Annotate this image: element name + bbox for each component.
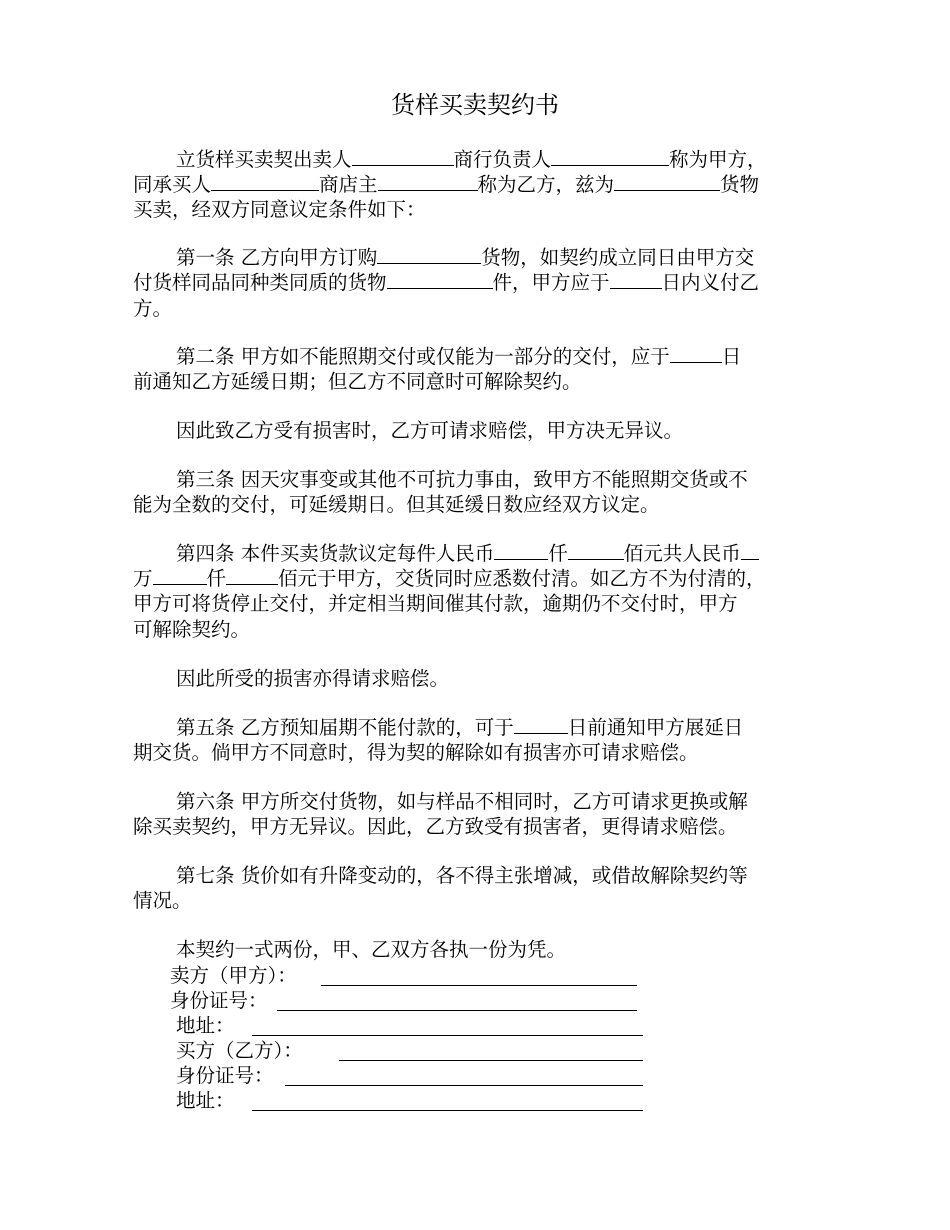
buyer-id-label: 身份证号： xyxy=(176,1064,274,1087)
total-thousand-blank[interactable] xyxy=(153,566,207,585)
seller-signature-field[interactable] xyxy=(321,985,637,986)
article-4-line-4: 可解除契约。 xyxy=(133,618,251,641)
seller-label: 卖方（甲方）： xyxy=(170,964,297,987)
seller-id-field[interactable] xyxy=(277,1010,637,1011)
damage-paragraph-1: 因此致乙方受有损害时，乙方可请求赔偿，甲方决无异议。 xyxy=(176,419,684,442)
buyer-address-label: 地址： xyxy=(176,1089,235,1112)
total-tenthousand-blank[interactable] xyxy=(741,541,759,560)
buyer-name-blank[interactable] xyxy=(211,172,319,191)
payment-notice-days-blank[interactable] xyxy=(514,715,568,734)
order-goods-blank[interactable] xyxy=(377,245,481,264)
article-4-line-1: 第四条 本件买卖货款议定每件人民币 仟 佰元共人民币 xyxy=(133,541,823,566)
closing-statement: 本契约一式两份，甲、乙双方各执一份为凭。 xyxy=(176,938,567,961)
article-5-line-2: 期交货。倘甲方不同意时，得为契的解除如有损害亦可请求赔偿。 xyxy=(133,741,699,764)
article-6-line-2: 除买卖契约，甲方无异议。因此，乙方致受有损害者，更得请求赔偿。 xyxy=(133,815,738,838)
article-1-line-3: 方。 xyxy=(133,297,173,320)
article-6-line-1: 第六条 甲方所交付货物，如与样品不相同时，乙方可请求更换或解 xyxy=(176,790,748,813)
article-2-line-2: 前通知乙方延缓日期；但乙方不同意时可解除契约。 xyxy=(133,370,582,393)
intro-line-1: 立货样买卖契出卖人 商行负责人 称为甲方， xyxy=(176,148,767,171)
intro-line-2: 同承买人 商店主 称为乙方，兹为 货物 xyxy=(133,173,760,196)
seller-name-blank[interactable] xyxy=(352,147,454,166)
store-manager-blank[interactable] xyxy=(551,147,669,166)
article-7-line-1: 第七条 货价如有升降变动的，各不得主张增减，或借故解除契约等 xyxy=(176,864,748,887)
seller-id-label: 身份证号： xyxy=(170,989,268,1012)
article-2-line-1: 第二条 甲方如不能照期交付或仅能为一部分的交付，应于 日 xyxy=(176,345,742,368)
document-title: 货样买卖契约书 xyxy=(391,91,559,119)
quantity-blank[interactable] xyxy=(387,270,493,289)
article-4-line-2: 万 仟 佰元于甲方，交货同时应悉数付清。如乙方不为付清的， xyxy=(133,567,766,590)
buyer-id-field[interactable] xyxy=(285,1085,643,1086)
price-hundred-blank[interactable] xyxy=(568,541,624,560)
buyer-signature-field[interactable] xyxy=(339,1060,643,1061)
buyer-address-field[interactable] xyxy=(252,1110,643,1111)
seller-address-label: 地址： xyxy=(176,1014,235,1037)
damage-paragraph-2: 因此所受的损害亦得请求赔偿。 xyxy=(176,667,450,690)
seller-address-field[interactable] xyxy=(252,1035,643,1036)
total-hundred-blank[interactable] xyxy=(226,566,278,585)
notice-days-blank[interactable] xyxy=(670,344,722,363)
article-1-line-2: 付货样同品同种类同质的货物 件，甲方应于 日内义付乙 xyxy=(133,271,760,294)
article-3-line-2: 能为全数的交付，可延缓期日。但其延缓日数应经双方议定。 xyxy=(133,493,660,516)
goods-name-blank[interactable] xyxy=(614,172,720,191)
article-7-line-2: 情况。 xyxy=(133,889,192,912)
article-4-line-3: 甲方可将货停止交付，并定相当期间催其付款，逾期仍不交付时，甲方 xyxy=(133,592,738,615)
price-thousand-blank[interactable] xyxy=(494,541,548,560)
article-1-line-1: 第一条 乙方向甲方订购 货物，如契约成立同日由甲方交 xyxy=(176,246,755,269)
delivery-days-blank[interactable] xyxy=(610,270,662,289)
intro-line-3: 买卖，经双方同意议定条件如下： xyxy=(133,198,426,221)
buyer-label: 买方（乙方）： xyxy=(176,1039,303,1062)
article-3-line-1: 第三条 因天灾事变或其他不可抗力事由，致甲方不能照期交货或不 xyxy=(176,468,748,491)
shop-owner-blank[interactable] xyxy=(378,172,478,191)
article-5-line-1: 第五条 乙方预知届期不能付款的，可于 日前通知甲方展延日 xyxy=(176,716,744,739)
